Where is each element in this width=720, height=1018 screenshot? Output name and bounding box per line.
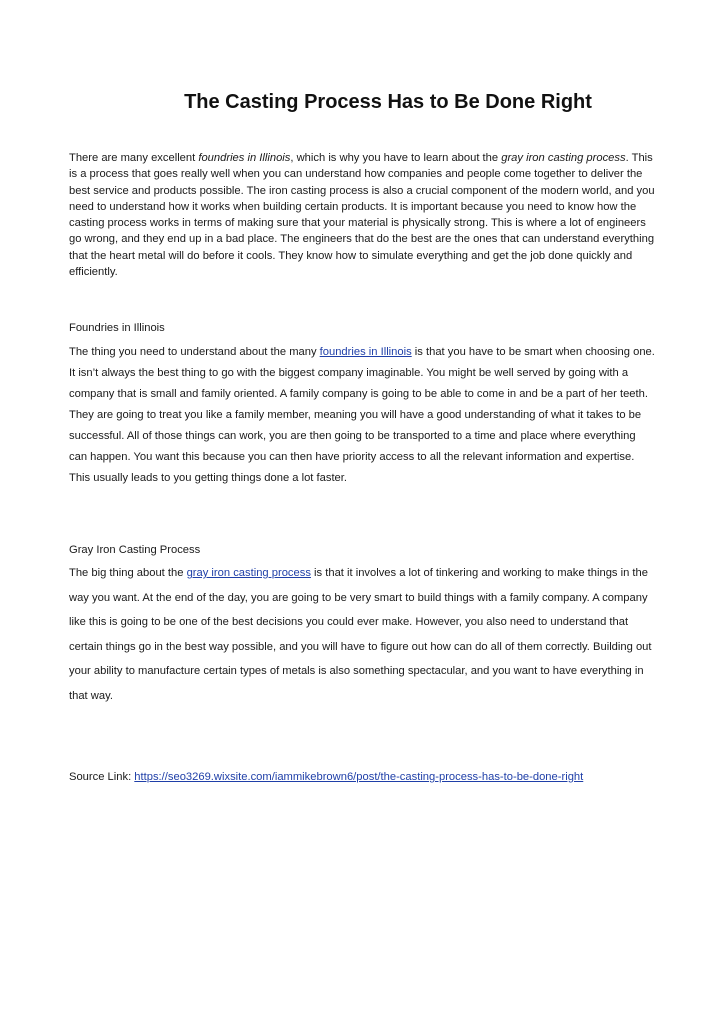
intro-emphasis-gray-iron: gray iron casting process — [501, 152, 626, 164]
intro-paragraph — [69, 150, 655, 280]
section-heading-gray-iron: Gray Iron Casting Process — [69, 544, 201, 556]
section2-text-2: is that it involves a lot of tinkering and working to make things in the way you want. At the end of the day, you are going to be very smart to build things with a family company. A company like this is going to be one of the best decisions you could ever make. However, you also need to understand that certain things go in the best way possible, and you will have to figure out how can do all of them correctly. Building out your ability to manufacture certain types of metals is also something spectacular, and you want to have everything in that way. — [69, 567, 652, 702]
section-heading-foundries: Foundries in Illinois — [69, 322, 165, 334]
intro-text-1: There are many excellent — [69, 152, 199, 164]
section2-text-1: The big thing about the — [69, 567, 187, 579]
section-foundries — [69, 320, 655, 489]
source-link[interactable]: https://seo3269.wixsite.com/iammikebrown6/post/the-casting-process-has-to-be-done-right — [134, 771, 584, 783]
section1-text-2: is that you have to be smart when choosing one. It isn’t always the best thing to go with the biggest company imaginable. You might be well served by going with a company that is small and family oriented. A family company is going to be able to come in and be a part of her teeth. They are going to treat you like a family member, meaning you will have a good understanding of what it takes to be successful. All of those things can work, you are then going to be transported to a time and place where everything can happen. You want this because you can then have priority access to all the relevant information and expertise. This usually leads to you getting things done a lot faster. — [69, 346, 655, 484]
source-label: Source Link: — [69, 771, 135, 783]
section-body-gray-iron — [69, 561, 655, 708]
intro-emphasis-foundries: foundries in Illinois — [198, 152, 291, 164]
source-line — [69, 771, 583, 783]
section1-text-1: The thing you need to understand about the many — [69, 346, 320, 358]
page-title: The Casting Process Has to Be Done Right — [184, 91, 592, 114]
intro-text-2: , which is why you have to learn about the — [290, 152, 502, 164]
section-body-foundries — [69, 342, 655, 489]
foundries-link[interactable]: foundries in Illinois — [319, 346, 412, 358]
section-gray-iron — [69, 542, 655, 708]
gray-iron-link[interactable]: gray iron casting process — [186, 567, 311, 579]
intro-text-3: . This is a process that goes really well when you can understand how companies and people come together to deliver the best service and products possible. The iron casting process is also a crucial component of the modern world, and you need to understand how it works when building certain products. It is important because you need to know how the casting process works in terms of making sure that your material is physically strong. This is where a lot of engineers go wrong, and they end up in a bad place. The engineers that do the best are the ones that can understand everything that the heart metal will do before it cools. They know how to simulate everything and get the job done quickly and efficiently. — [69, 152, 655, 279]
